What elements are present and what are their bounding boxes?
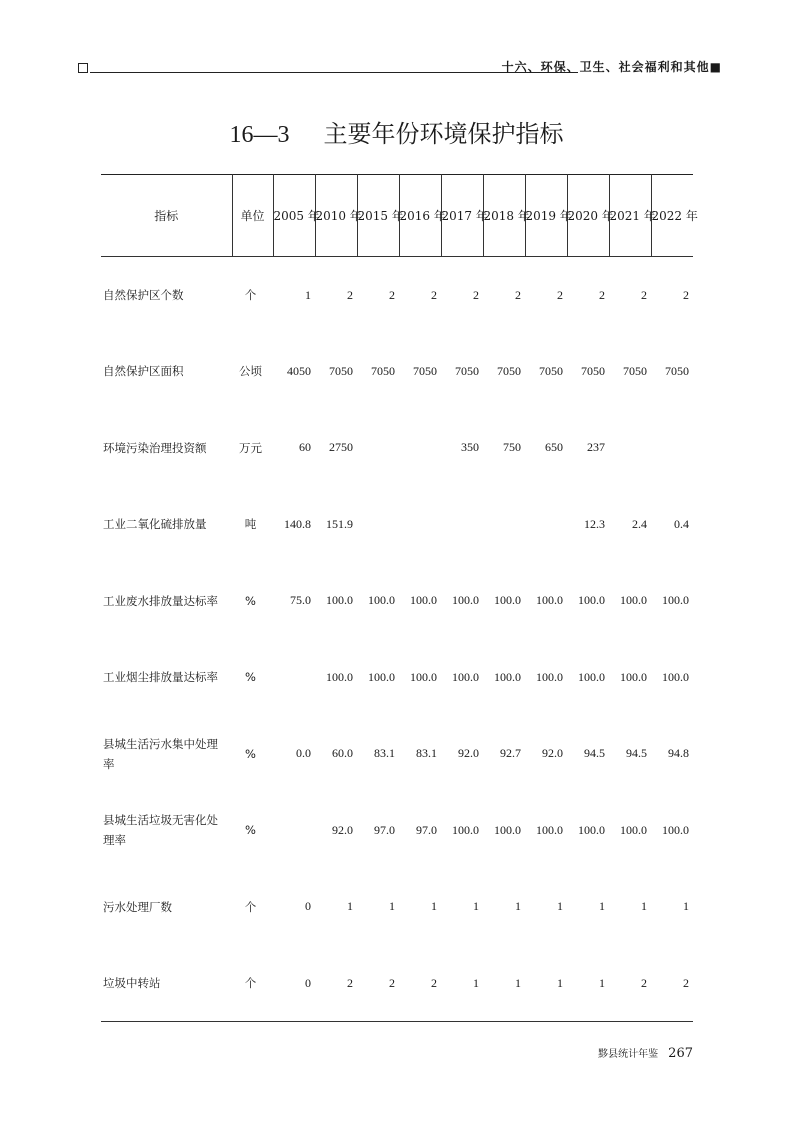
indicator-name: 工业废水排放量达标率	[103, 593, 218, 608]
value-cell: 2	[399, 945, 441, 1022]
value-cell: 7050	[665, 363, 689, 378]
value-cell: 2.4	[632, 516, 647, 531]
table-row	[101, 486, 693, 563]
value-cell: 0	[305, 899, 311, 914]
indicator-name: 工业二氧化硫排放量	[103, 517, 207, 532]
indicator-name: 工业烟尘排放量达标率	[103, 670, 218, 685]
value-cell: 4050	[287, 363, 311, 378]
value-cell: 100.0	[452, 822, 479, 837]
value-cell: 92.7	[500, 746, 521, 761]
value-cell: 7050	[455, 363, 479, 378]
indicator-name: 污水处理厂数	[103, 899, 172, 914]
unit-cell: %	[245, 746, 256, 761]
unit-cell: 个	[244, 899, 257, 914]
value-cell: 1	[683, 899, 689, 914]
unit-cell: %	[245, 670, 256, 685]
column-header: 2017 年	[441, 175, 483, 257]
value-cell: 1	[515, 899, 521, 914]
value-cell: 2	[641, 287, 647, 302]
table-row	[101, 639, 693, 716]
table-row	[101, 563, 693, 640]
value-cell: 650	[545, 440, 563, 455]
column-header: 2015 年	[357, 175, 399, 257]
table-header-row	[101, 175, 693, 257]
value-cell	[483, 486, 525, 563]
value-cell: 151.9	[326, 516, 353, 531]
value-cell: 97.0	[374, 822, 395, 837]
table-row	[101, 869, 693, 946]
value-cell: 100.0	[368, 593, 395, 608]
table-title	[0, 114, 793, 149]
value-cell: 100.0	[452, 593, 479, 608]
table-title-text: 主要年份环境保护指标	[323, 120, 564, 148]
value-cell: 100.0	[326, 593, 353, 608]
value-cell: 100.0	[620, 593, 647, 608]
value-cell: 100.0	[494, 669, 521, 684]
value-cell: 100.0	[536, 593, 563, 608]
running-header	[70, 58, 722, 78]
table-row	[101, 410, 693, 487]
value-cell: 100.0	[620, 822, 647, 837]
value-cell: 7050	[539, 363, 563, 378]
value-cell	[441, 486, 483, 563]
value-cell: 2	[357, 945, 399, 1022]
column-header: 2010 年	[315, 175, 357, 257]
value-cell: 60	[299, 440, 311, 455]
yearbook-label: 黟县统计年鉴	[598, 1049, 659, 1060]
value-cell	[651, 410, 693, 487]
value-cell: 140.8	[284, 516, 311, 531]
value-cell: 100.0	[578, 669, 605, 684]
value-cell	[399, 410, 441, 487]
column-header: 2016 年	[399, 175, 441, 257]
value-cell: 83.1	[416, 746, 437, 761]
column-header: 单位	[232, 175, 273, 257]
value-cell: 2	[431, 287, 437, 302]
value-cell: 2	[599, 287, 605, 302]
value-cell: 92.0	[332, 822, 353, 837]
value-cell: 2	[557, 287, 563, 302]
value-cell: 2	[515, 287, 521, 302]
value-cell: 100.0	[662, 669, 689, 684]
value-cell: 100.0	[494, 822, 521, 837]
square-marker-icon	[78, 63, 88, 73]
indicator-name: 自然保护区面积	[103, 364, 184, 379]
unit-cell: 万元	[239, 440, 262, 455]
table-row	[101, 333, 693, 410]
value-cell: 60.0	[332, 746, 353, 761]
value-cell: 2	[683, 287, 689, 302]
column-header: 2021 年	[609, 175, 651, 257]
column-header: 2018 年	[483, 175, 525, 257]
value-cell	[273, 792, 315, 869]
unit-cell: %	[245, 593, 256, 608]
value-cell: 1	[347, 899, 353, 914]
value-cell: 94.5	[584, 746, 605, 761]
value-cell	[273, 639, 315, 716]
value-cell: 2	[651, 945, 693, 1022]
page-number: 267	[668, 1046, 693, 1061]
value-cell: 1	[483, 945, 525, 1022]
value-cell: 75.0	[290, 593, 311, 608]
value-cell: 750	[503, 440, 521, 455]
value-cell: 1	[641, 899, 647, 914]
value-cell: 7050	[623, 363, 647, 378]
value-cell: 100.0	[662, 593, 689, 608]
value-cell	[357, 410, 399, 487]
value-cell: 1	[441, 945, 483, 1022]
column-header: 2019 年	[525, 175, 567, 257]
value-cell: 1	[431, 899, 437, 914]
environment-indicators-table	[101, 174, 698, 1022]
value-cell: 97.0	[416, 822, 437, 837]
value-cell: 100.0	[410, 669, 437, 684]
value-cell: 100.0	[620, 669, 647, 684]
value-cell: 7050	[581, 363, 605, 378]
value-cell: 7050	[371, 363, 395, 378]
page-footer	[598, 1045, 693, 1061]
value-cell: 1	[599, 899, 605, 914]
value-cell: 1	[567, 945, 609, 1022]
value-cell: 100.0	[326, 669, 353, 684]
value-cell: 1	[525, 945, 567, 1022]
value-cell: 1	[473, 899, 479, 914]
table-row	[101, 716, 693, 793]
value-cell: 0.0	[296, 746, 311, 761]
value-cell: 1	[305, 287, 311, 302]
unit-cell: %	[245, 823, 256, 838]
value-cell: 94.8	[668, 746, 689, 761]
indicator-name: 县城生活垃圾无害化处理率	[103, 813, 218, 848]
unit-cell: 公顷	[239, 364, 262, 379]
value-cell: 2750	[329, 440, 353, 455]
column-header: 2022 年	[651, 175, 693, 257]
value-cell: 237	[587, 440, 605, 455]
value-cell: 7050	[413, 363, 437, 378]
indicator-name: 垃圾中转站	[101, 945, 232, 1022]
value-cell: 1	[557, 899, 563, 914]
table-row	[101, 945, 693, 1022]
value-cell: 2	[389, 287, 395, 302]
value-cell: 100.0	[578, 593, 605, 608]
value-cell: 12.3	[584, 516, 605, 531]
indicator-name: 自然保护区个数	[103, 288, 184, 302]
indicator-name: 环境污染治理投资额	[103, 440, 207, 455]
value-cell: 350	[461, 440, 479, 455]
table-number: 16—3	[229, 122, 290, 148]
value-cell: 100.0	[452, 669, 479, 684]
unit-cell: 吨	[244, 517, 257, 532]
value-cell: 100.0	[536, 822, 563, 837]
column-header: 2020 年	[567, 175, 609, 257]
value-cell: 83.1	[374, 746, 395, 761]
value-cell: 7050	[497, 363, 521, 378]
chapter-title: 十六、环保、卫生、社会福利和其他■	[501, 60, 722, 74]
value-cell: 7050	[329, 363, 353, 378]
value-cell	[399, 486, 441, 563]
value-cell: 2	[347, 287, 353, 302]
value-cell	[525, 486, 567, 563]
value-cell: 2	[315, 945, 357, 1022]
value-cell: 92.0	[458, 746, 479, 761]
value-cell: 92.0	[542, 746, 563, 761]
value-cell: 0.4	[674, 516, 689, 531]
value-cell: 1	[389, 899, 395, 914]
value-cell: 100.0	[662, 822, 689, 837]
value-cell: 100.0	[410, 593, 437, 608]
table-row	[101, 792, 693, 869]
value-cell: 100.0	[368, 669, 395, 684]
column-header: 指标	[101, 175, 232, 257]
column-header: 2005 年	[273, 175, 315, 257]
indicator-name: 县城生活污水集中处理率	[103, 736, 218, 771]
unit-cell: 个	[232, 945, 273, 1022]
value-cell: 2	[609, 945, 651, 1022]
value-cell: 100.0	[578, 822, 605, 837]
unit-cell: 个	[244, 288, 257, 302]
value-cell	[609, 410, 651, 487]
table-row	[101, 257, 693, 334]
value-cell: 94.5	[626, 746, 647, 761]
value-cell: 100.0	[536, 669, 563, 684]
value-cell: 2	[473, 287, 479, 302]
value-cell	[357, 486, 399, 563]
value-cell: 0	[273, 945, 315, 1022]
value-cell: 100.0	[494, 593, 521, 608]
